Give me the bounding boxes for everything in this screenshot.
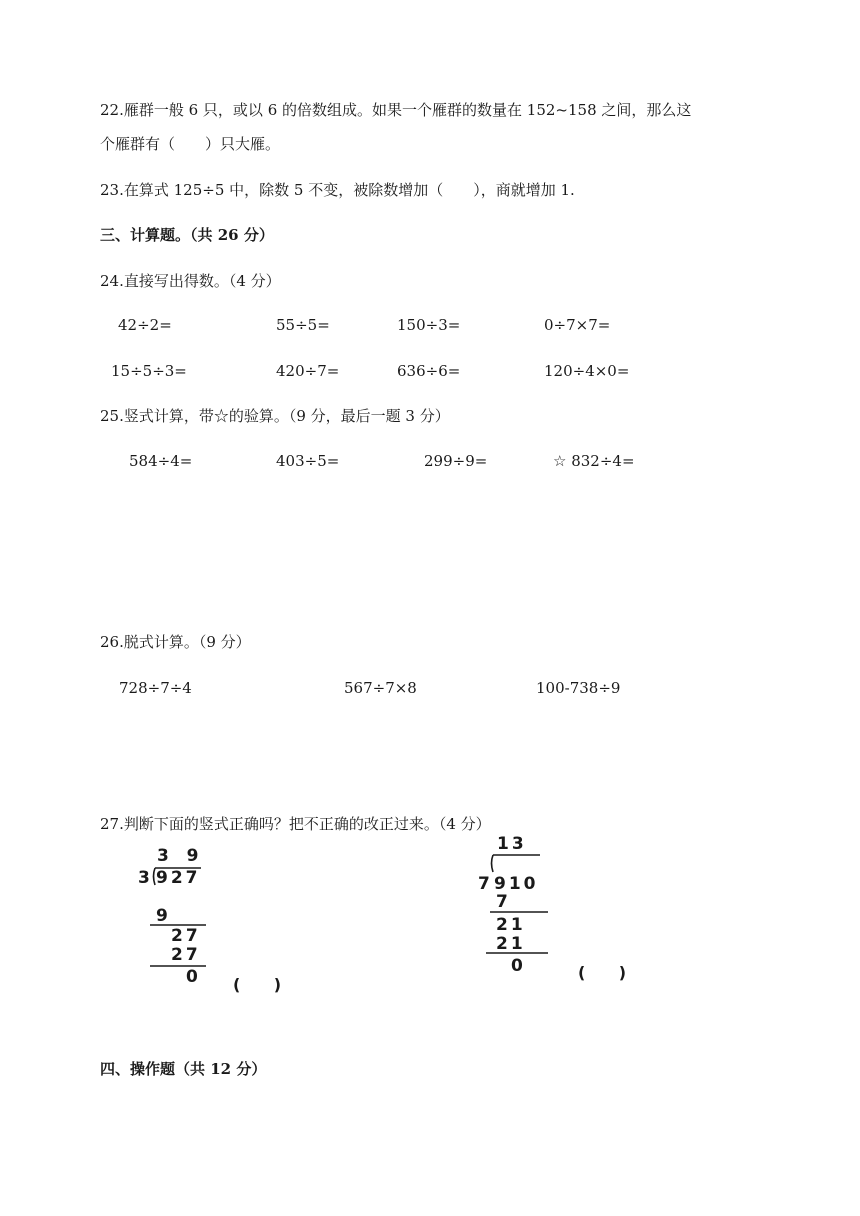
q25-item-3: 299÷9= [424, 452, 488, 470]
q24-item-7: 636÷6= [397, 362, 461, 380]
right-remainder: 0 [511, 956, 523, 976]
q24-item-5: 15÷5÷3= [111, 362, 187, 380]
q24-item-6: 420÷7= [276, 362, 340, 380]
right-answer-blank[interactable]: ( ) [578, 963, 627, 982]
left-divisor: 3 [138, 868, 150, 888]
left-step1: 9 [156, 906, 168, 926]
q25-item-2: 403÷5= [276, 452, 340, 470]
q24-item-2: 55÷5= [276, 316, 330, 334]
q24-item-8: 120÷4×0= [544, 362, 630, 380]
right-division-bracket [492, 855, 494, 872]
left-step3: 27 [171, 945, 201, 965]
q25-item-4: ☆ 832÷4= [553, 452, 635, 470]
q23-text: 23.在算式 125÷5 中，除数 5 不变，被除数增加（ ），商就增加 1. [100, 181, 575, 199]
left-dividend: 927 [156, 868, 201, 888]
q24-item-4: 0÷7×7= [544, 316, 611, 334]
right-step2: 21 [496, 915, 526, 935]
q26-item-3: 100-738÷9 [536, 679, 621, 697]
right-dividend: 910 [494, 874, 539, 894]
section3-title: 三、计算题。（共 26 分） [100, 226, 274, 244]
q24-item-1: 42÷2= [118, 316, 172, 334]
left-answer-blank[interactable]: ( ) [233, 975, 282, 994]
section4-title: 四、操作题（共 12 分） [100, 1060, 267, 1078]
q25-title: 25.竖式计算，带☆的验算。（9 分，最后一题 3 分） [100, 407, 450, 425]
q26-item-1: 728÷7÷4 [119, 679, 192, 697]
q27-title: 27.判断下面的竖式正确吗？把不正确的改正过来。（4 分） [100, 815, 491, 833]
q25-item-1: 584÷4= [129, 452, 193, 470]
left-quotient: 3 9 [157, 846, 201, 866]
q22-line2: 个雁群有（ ）只大雁。 [100, 135, 281, 153]
left-division-bracket [154, 868, 156, 885]
left-remainder: 0 [186, 967, 198, 987]
q22-line1: 22.雁群一般 6 只，或以 6 的倍数组成。如果一个雁群的数量在 152~158 之间，那么这 [100, 101, 692, 119]
right-step3: 21 [496, 934, 526, 954]
right-divisor: 7 [478, 874, 490, 894]
q24-item-3: 150÷3= [397, 316, 461, 334]
q24-title: 24.直接写出得数。（4 分） [100, 272, 281, 290]
q26-item-2: 567÷7×8 [344, 679, 417, 697]
left-step2: 27 [171, 926, 201, 946]
right-quotient: 13 [497, 834, 527, 854]
q26-title: 26.脱式计算。（9 分） [100, 633, 251, 651]
right-step1: 7 [496, 892, 508, 912]
